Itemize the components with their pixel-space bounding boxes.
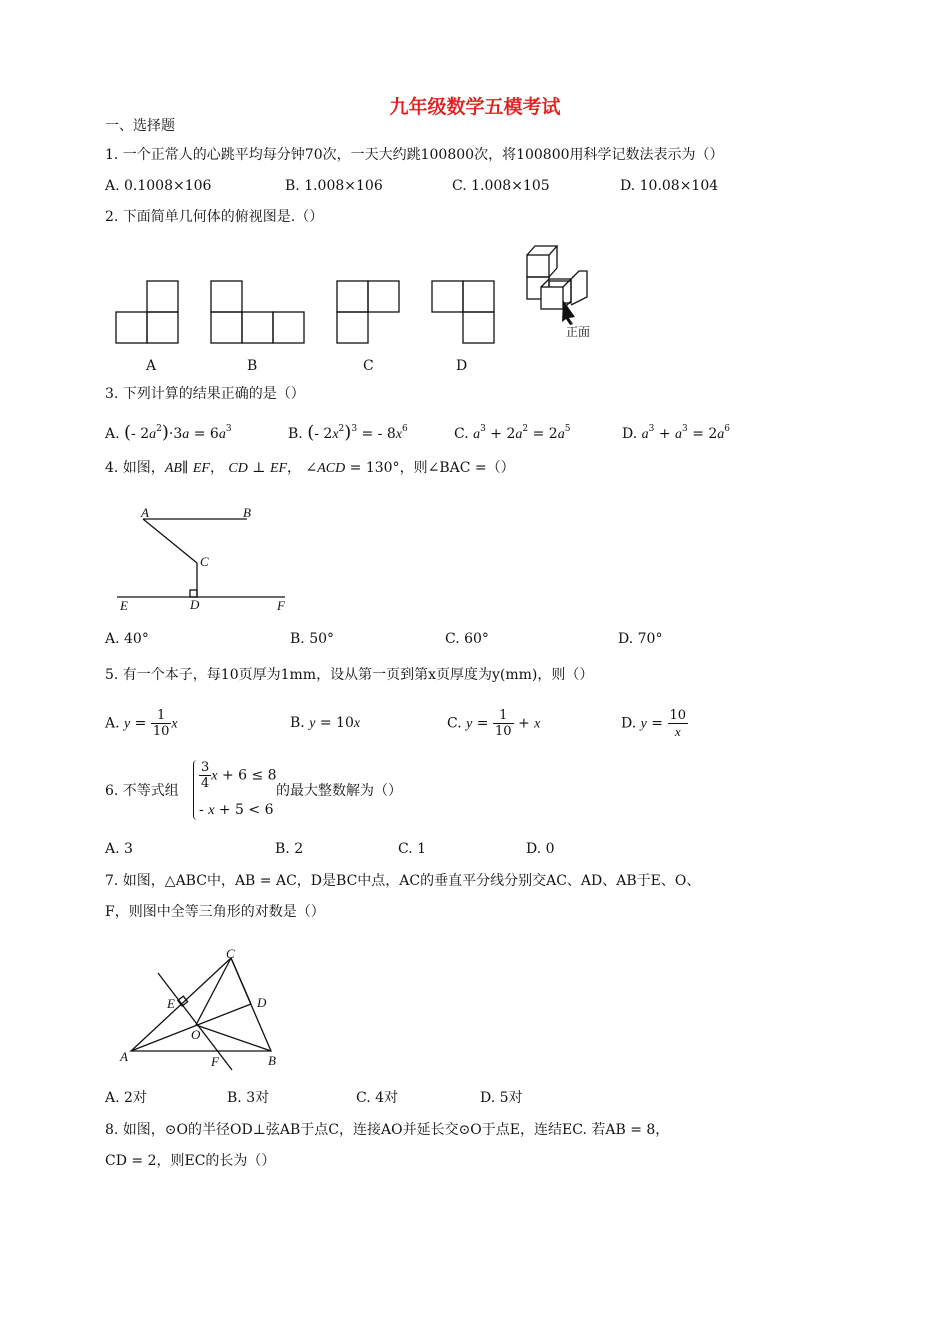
q4-point-c: C bbox=[200, 554, 209, 569]
q1-option-b: B. 1.008×106 bbox=[285, 178, 383, 194]
question-8-line-2: CD = 2，则EC的长为（） bbox=[105, 1153, 276, 1169]
q4-point-e: E bbox=[120, 598, 128, 613]
q7-option-c: C. 4对 bbox=[356, 1090, 399, 1106]
q2-label-c: C bbox=[363, 358, 374, 374]
q2-label-b: B bbox=[247, 358, 258, 374]
question-7-line-1: 7. 如图，△ABC中，AB = AC，D是BC中点，AC的垂直平分线分别交AC、AD、AB于E、O、 bbox=[105, 873, 701, 889]
question-1-stem: 1. 一个正常人的心跳平均每分钟70次，一天大约跳100800次，将100800用科学记数法表示为（） bbox=[105, 147, 724, 163]
q4-point-b: B bbox=[243, 505, 251, 520]
question-3-stem: 3. 下列计算的结果正确的是（） bbox=[105, 386, 305, 402]
q4-option-d: D. 70° bbox=[618, 631, 663, 647]
q7-option-a: A. 2对 bbox=[105, 1090, 147, 1106]
q6-option-b: B. 2 bbox=[275, 841, 304, 857]
q3-option-b: B. (- $2x^2)^3$ = - $8x^6$ bbox=[288, 422, 408, 443]
q1-option-a: A. 0.1008×106 bbox=[105, 178, 212, 194]
q4-option-b: B. 50° bbox=[290, 631, 335, 647]
q5-option-b: B. y = 10x bbox=[290, 715, 361, 731]
q7-point-f: F bbox=[211, 1054, 219, 1069]
q7-point-c: C bbox=[226, 946, 235, 961]
q6-ineq-1: $\frac{3}{4}$ x + 6 ≤ 8 bbox=[201, 760, 277, 791]
q7-point-d: D bbox=[257, 995, 267, 1010]
q4-option-a: A. 40° bbox=[105, 631, 149, 647]
question-7-line-2: F，则图中全等三角形的对数是（） bbox=[105, 904, 325, 920]
q6-option-c: C. 1 bbox=[398, 841, 427, 857]
q3-option-d: D. $a^3 + a^3 = 2a^6$ bbox=[622, 424, 731, 442]
q7-point-o: O bbox=[191, 1027, 201, 1042]
q3-option-c: C. $a^3 + 2a^2 = 2a^5$ bbox=[454, 424, 571, 442]
question-5-stem: 5. 有一个本子，每10页厚为1mm，设从第一页到第x页厚度为y(mm)，则（） bbox=[105, 667, 594, 683]
q6-ineq-2: - x + 5 < 6 bbox=[199, 802, 274, 818]
section-heading: 一、选择题 bbox=[105, 118, 175, 134]
q7-point-a: A bbox=[120, 1049, 128, 1064]
q2-label-a: A bbox=[146, 358, 157, 374]
q7-option-b: B. 3对 bbox=[227, 1090, 270, 1106]
q1-option-d: D. 10.08×104 bbox=[620, 178, 719, 194]
q5-option-d: D. y = $\frac{10}{x}$ bbox=[621, 708, 687, 739]
q5-option-a: A. y = $\frac{1}{10}$ x bbox=[105, 708, 178, 739]
q6-option-a: A. 3 bbox=[105, 841, 133, 857]
q2-label-d: D bbox=[456, 358, 468, 374]
q7-point-b: B bbox=[268, 1053, 276, 1068]
q2-front-label: 正面 bbox=[566, 325, 591, 339]
question-4-stem: 4. 如图，AB∥ EF， CD ⊥ EF， ∠ACD = 130°，则∠BAC =（） bbox=[105, 460, 515, 476]
q4-option-c: C. 60° bbox=[445, 631, 489, 647]
question-2-stem: 2. 下面简单几何体的俯视图是.（） bbox=[105, 209, 324, 225]
q4-point-a: A bbox=[141, 505, 149, 520]
q1-option-c: C. 1.008×105 bbox=[452, 178, 550, 194]
q4-point-d: D bbox=[190, 597, 200, 612]
page-title: 九年级数学五模考试 bbox=[389, 96, 561, 118]
q3-option-a: A. (- $2a^2)\cdot 3a = 6a^3$ bbox=[105, 422, 232, 443]
q4-point-f: F bbox=[277, 598, 285, 613]
q6-option-d: D. 0 bbox=[526, 841, 555, 857]
q7-option-d: D. 5对 bbox=[480, 1090, 523, 1106]
question-8-line-1: 8. 如图，⊙O的半径OD⊥弦AB于点C，连接AO并延长交⊙O于点E，连结EC. 若AB = 8， bbox=[105, 1122, 670, 1138]
question-6-suffix: 的最大整数解为（） bbox=[276, 783, 402, 799]
q5-option-c: C. y = $\frac{1}{10}$ + x bbox=[447, 708, 541, 739]
q7-point-e: E bbox=[167, 996, 175, 1011]
question-6-prefix: 6. 不等式组 bbox=[105, 783, 179, 799]
